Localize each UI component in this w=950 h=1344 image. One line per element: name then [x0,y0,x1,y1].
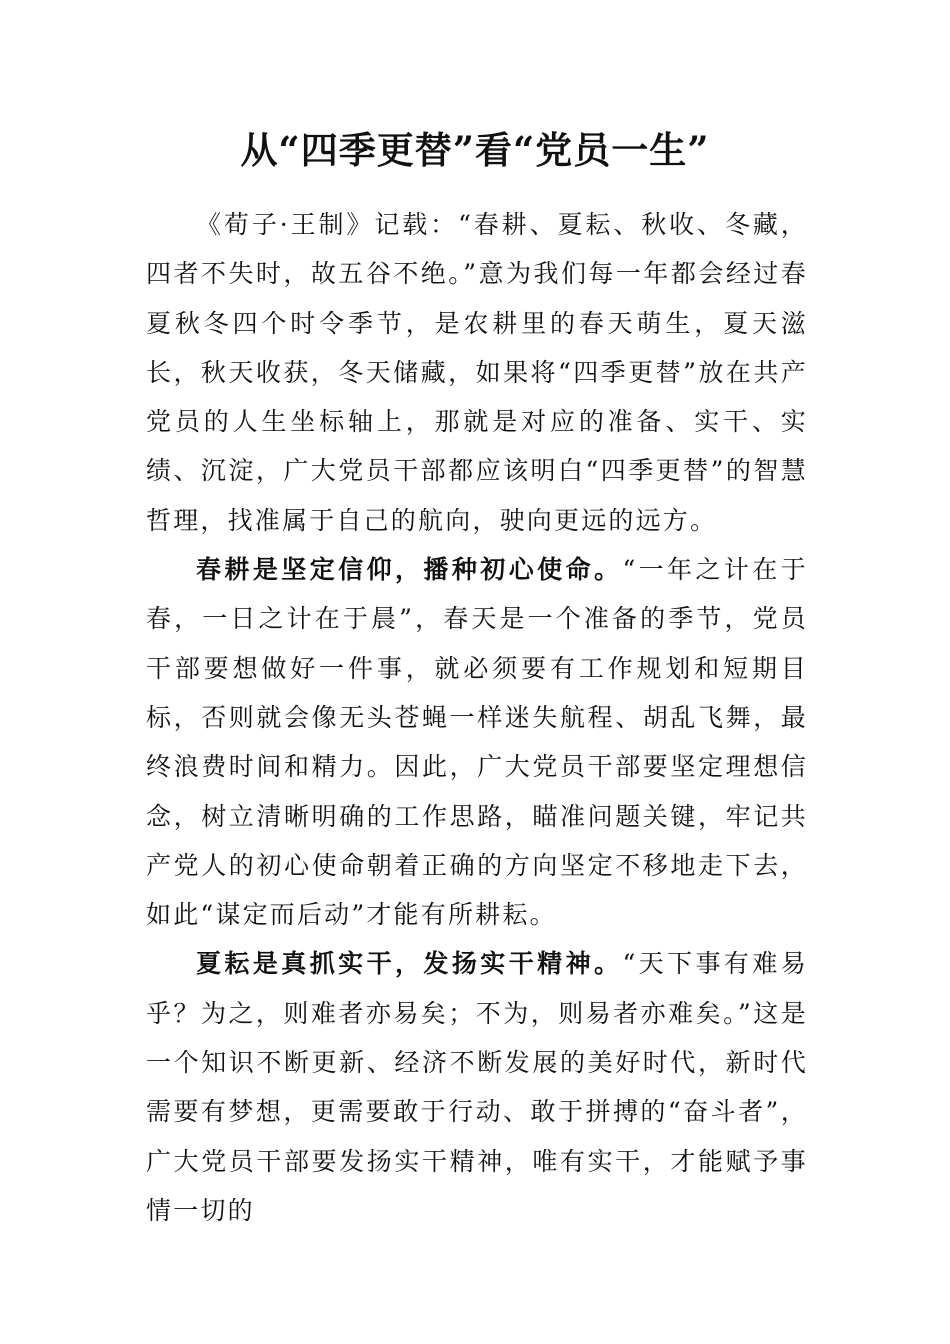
document-body [146,200,808,1235]
paragraph-text: “一年之计在于春，一日之计在于晨”，春天是一个准备的季节，党员干部要想做好一件事，就必须要有工作规划和短期目标，否则就会像无头苍蝇一样迷失航程、胡乱飞舞，最终浪费时间和精力。因此，广大党员干部要坚定理想信念，树立清晰明确的工作思路，瞄准问题关键，牢记共产党人的初心使命朝着正确的方向坚定不移地走下去，如此“谋定而后动”才能有所耕耘。 [146,555,808,930]
paragraph-text: 《荀子·王制》记载：“春耕、夏耘、秋收、冬藏，四者不失时，故五谷不绝。”意为我们每一年都会经过春夏秋冬四个时令季节，是农耕里的春天萌生，夏天滋长，秋天收获，冬天储藏，如果将“四季更替”放在共产党员的人生坐标轴上，那就是对应的准备、实干、实绩、沉淀，广大党员干部都应该明白“四季更替”的智慧哲理，找准属于自己的航向，驶向更远的远方。 [146,210,808,535]
paragraph-text: “天下事有难易乎？为之，则难者亦易矣；不为，则易者亦难矣。”这是一个知识不断更新、经济不断发展的美好时代，新时代需要有梦想，更需要敢于行动、敢于拼搏的“奋斗者”，广大党员干部要发扬实干精神，唯有实干，才能赋予事情一切的 [146,949,808,1225]
paragraph-intro [146,200,808,545]
paragraph-lead: 春耕是坚定信仰，播种初心使命。 [196,555,623,585]
paragraph-spring [146,545,808,939]
paragraph-summer [146,939,808,1235]
paragraph-lead: 夏耘是真抓实干，发扬实干精神。 [196,949,623,979]
document-title: 从“四季更替”看“党员一生” [240,128,710,172]
